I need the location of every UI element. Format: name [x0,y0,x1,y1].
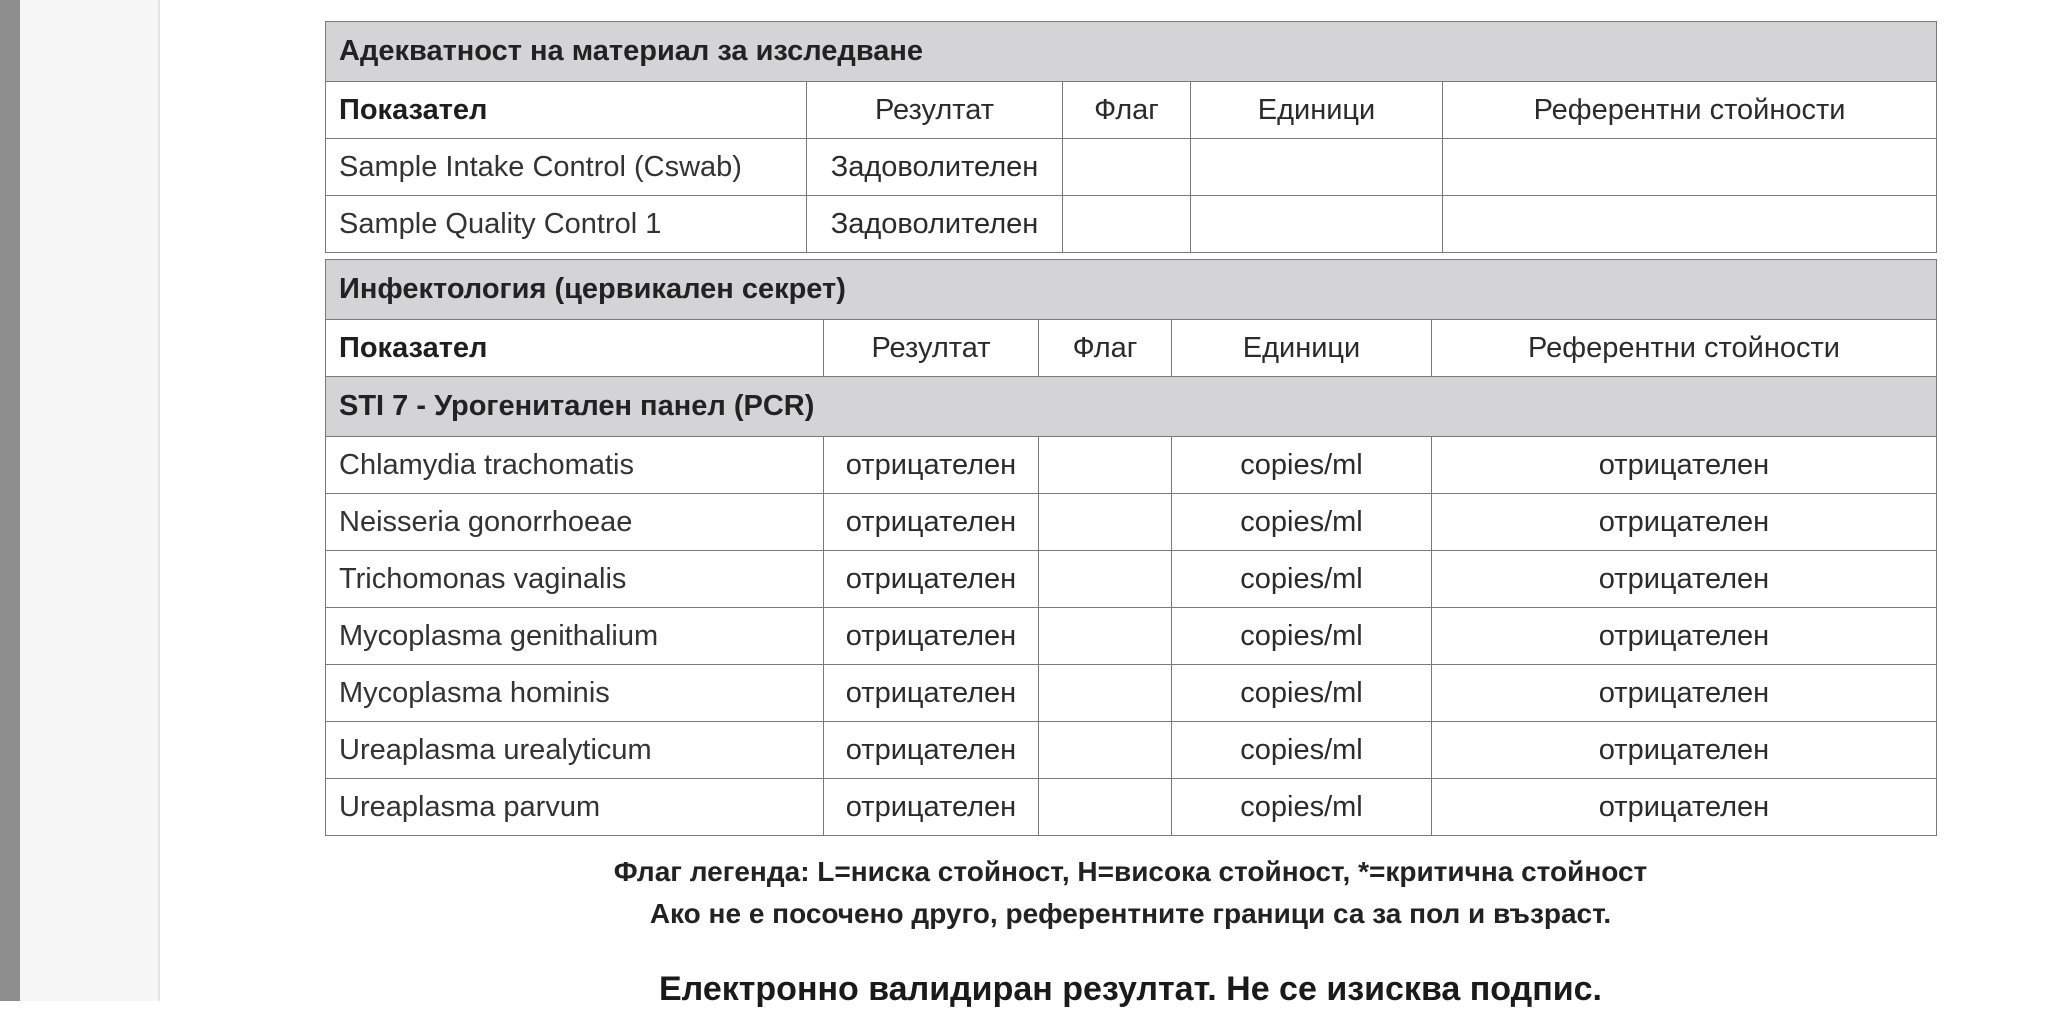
indicator-cell: Neisseria gonorrhoeae [326,494,824,551]
viewer-gutter [20,0,160,1001]
panel-section-row [326,377,1937,437]
window-edge [0,0,20,1001]
result-cell: отрицателен [824,437,1039,494]
reference-cell: отрицателен [1432,779,1937,836]
header-result: Резултат [807,82,1063,139]
units-cell: copies/ml [1172,437,1432,494]
table-row [326,551,1937,608]
flag-cell [1039,551,1172,608]
table-row [326,437,1937,494]
reference-note: Ако не е посочено друго, референтните граници са за пол и възраст. [649,898,1612,929]
flag-cell [1063,139,1191,196]
header-indicator: Показател [326,82,807,139]
flag-cell [1063,196,1191,253]
adequacy-table [325,21,1937,253]
result-cell: Задоволителен [807,139,1063,196]
units-cell: copies/ml [1172,665,1432,722]
units-cell: copies/ml [1172,779,1432,836]
result-cell: отрицателен [824,608,1039,665]
reference-cell: отрицателен [1432,494,1937,551]
units-cell [1191,139,1443,196]
table-row [326,608,1937,665]
reference-cell [1443,196,1937,253]
panel-section-title: STI 7 - Урогенитален панел (PCR) [326,377,1937,437]
units-cell: copies/ml [1172,722,1432,779]
header-reference: Референтни стойности [1432,320,1937,377]
table-row [326,196,1937,253]
header-units: Единици [1191,82,1443,139]
result-cell: Задоволителен [807,196,1063,253]
indicator-cell: Ureaplasma parvum [326,779,824,836]
reference-cell: отрицателен [1432,551,1937,608]
flag-cell [1039,779,1172,836]
table-row [326,139,1937,196]
flag-cell [1039,665,1172,722]
table-row [326,494,1937,551]
result-cell: отрицателен [824,779,1039,836]
header-flag: Флаг [1039,320,1172,377]
indicator-cell: Ureaplasma urealyticum [326,722,824,779]
reference-cell [1443,139,1937,196]
result-cell: отрицателен [824,665,1039,722]
indicator-cell: Trichomonas vaginalis [326,551,824,608]
infectology-header-row [326,320,1937,377]
header-reference: Референтни стойности [1443,82,1937,139]
table-row [326,665,1937,722]
adequacy-header-row [326,82,1937,139]
flag-legend: Флаг легенда: L=ниска стойност, H=висока стойност, *=критична стойност [613,856,1648,887]
result-cell: отрицателен [824,494,1039,551]
flag-cell [1039,722,1172,779]
indicator-cell: Mycoplasma hominis [326,665,824,722]
adequacy-section-row [326,22,1937,82]
validation-statement: Електронно валидиран резултат. Не се изисква подпис. [659,970,1602,1008]
infectology-section-title: Инфектология (цервикален секрет) [326,260,1937,320]
indicator-cell: Mycoplasma genithalium [326,608,824,665]
header-result: Резултат [824,320,1039,377]
units-cell: copies/ml [1172,551,1432,608]
result-cell: отрицателен [824,722,1039,779]
table-row [326,779,1937,836]
reference-cell: отрицателен [1432,722,1937,779]
header-units: Единици [1172,320,1432,377]
reference-cell: отрицателен [1432,608,1937,665]
indicator-cell: Sample Intake Control (Cswab) [326,139,807,196]
infectology-section-row [326,260,1937,320]
adequacy-section-title: Адекватност на материал за изследване [326,22,1937,82]
table-row [326,722,1937,779]
header-flag: Флаг [1063,82,1191,139]
flag-cell [1039,608,1172,665]
units-cell: copies/ml [1172,494,1432,551]
header-indicator: Показател [326,320,824,377]
indicator-cell: Sample Quality Control 1 [326,196,807,253]
reference-cell: отрицателен [1432,665,1937,722]
reference-cell: отрицателен [1432,437,1937,494]
flag-cell [1039,437,1172,494]
infectology-table [325,259,1937,836]
indicator-cell: Chlamydia trachomatis [326,437,824,494]
flag-cell [1039,494,1172,551]
result-cell: отрицателен [824,551,1039,608]
units-cell: copies/ml [1172,608,1432,665]
units-cell [1191,196,1443,253]
